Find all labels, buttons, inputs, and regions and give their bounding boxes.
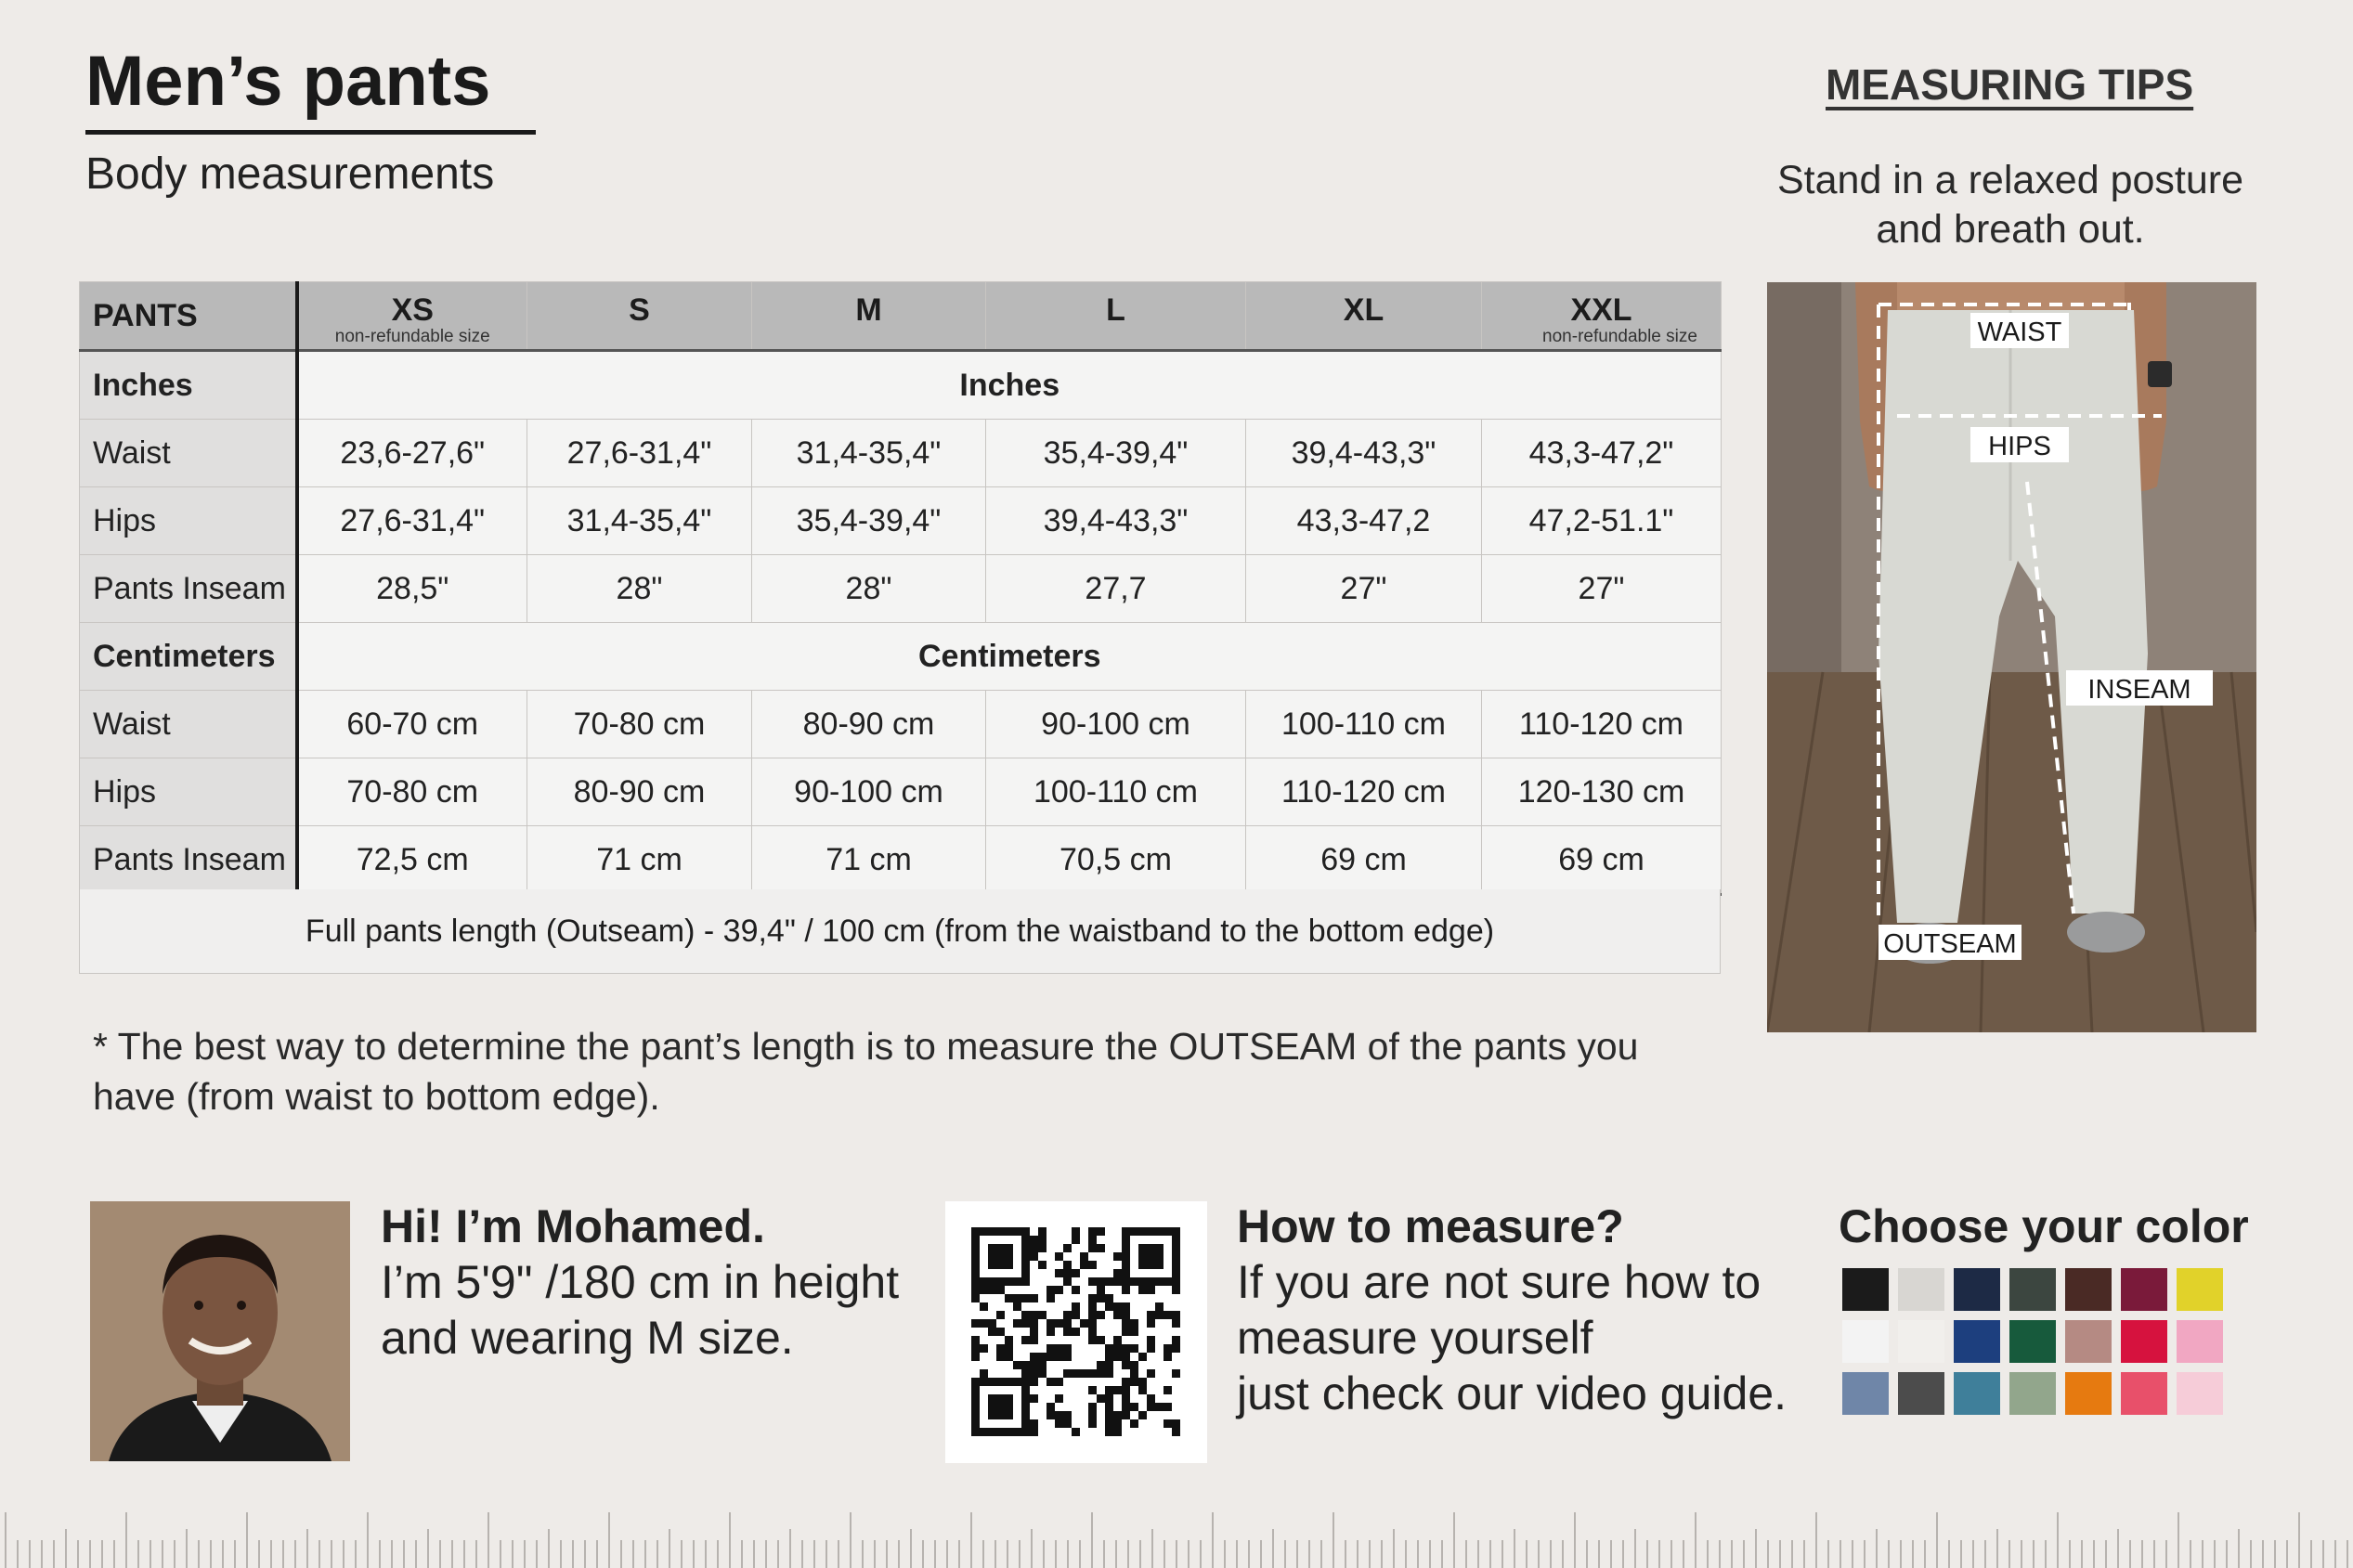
size-header-xs: XS non-refundable size (297, 282, 527, 351)
table-cell: 90-100 cm (752, 758, 986, 826)
table-cell: 35,4-39,4" (986, 420, 1246, 487)
table-row (80, 555, 1722, 623)
table-cell: 31,4-35,4" (527, 487, 752, 555)
how-to-measure-text: If you are not sure how to (1237, 1256, 1762, 1308)
outseam-label: OUTSEAM (1883, 929, 2017, 959)
size-header-row (80, 282, 1722, 351)
section-row-centimeters (80, 623, 1722, 691)
table-cell: 27" (1482, 555, 1722, 623)
size-header-m: M (752, 282, 986, 351)
table-cell: 100-110 cm (986, 758, 1246, 826)
table-cell: 70-80 cm (527, 691, 752, 758)
page-subtitle: Body measurements (85, 149, 495, 199)
table-cell: 71 cm (752, 826, 986, 895)
row-label: Pants Inseam (80, 555, 297, 623)
color-swatch[interactable] (1842, 1372, 1889, 1415)
row-label: Hips (80, 487, 297, 555)
ruler-decoration (0, 1497, 2353, 1568)
inseam-label: INSEAM (2087, 675, 2191, 705)
color-swatch[interactable] (2009, 1320, 2056, 1363)
color-swatch-grid (1842, 1268, 2232, 1415)
size-note-xs: non-refundable size (334, 327, 490, 346)
color-swatch[interactable] (2177, 1320, 2223, 1363)
size-chart-table (79, 281, 1722, 896)
table-cell: 70-80 cm (297, 758, 527, 826)
table-cell: 31,4-35,4" (752, 420, 986, 487)
model-height-text: I’m 5'9" /180 cm in height (381, 1256, 900, 1308)
table-cell: 69 cm (1482, 826, 1722, 895)
table-cell: 110-120 cm (1482, 691, 1722, 758)
table-cell: 27,6-31,4" (297, 487, 527, 555)
row-label: Waist (80, 691, 297, 758)
table-cell: 35,4-39,4" (752, 487, 986, 555)
color-swatch[interactable] (1898, 1320, 1944, 1363)
color-swatch[interactable] (2065, 1372, 2112, 1415)
color-swatch[interactable] (1954, 1320, 2000, 1363)
row-label: Centimeters (80, 623, 297, 691)
color-swatch[interactable] (2121, 1372, 2167, 1415)
row-label: Hips (80, 758, 297, 826)
table-cell: 69 cm (1246, 826, 1482, 895)
section-label: Inches (297, 351, 1722, 420)
color-swatch[interactable] (2009, 1268, 2056, 1311)
table-row (80, 420, 1722, 487)
table-cell: 90-100 cm (986, 691, 1246, 758)
row-label: Inches (80, 351, 297, 420)
table-cell: 120-130 cm (1482, 758, 1722, 826)
row-label: Waist (80, 420, 297, 487)
color-swatch[interactable] (1842, 1320, 1889, 1363)
wristwatch (2148, 361, 2172, 387)
size-header-xxl: XXL non-refundable size (1482, 282, 1722, 351)
color-swatch[interactable] (2065, 1268, 2112, 1311)
color-swatch[interactable] (1898, 1268, 1944, 1311)
table-cell: 39,4-43,3" (986, 487, 1246, 555)
color-swatch[interactable] (1898, 1372, 1944, 1415)
table-cell: 100-110 cm (1246, 691, 1482, 758)
title-underline (85, 130, 536, 135)
model-size-text: and wearing M size. (381, 1312, 794, 1364)
eye (237, 1301, 246, 1310)
section-row-inches (80, 351, 1722, 420)
right-shoe (2067, 912, 2145, 952)
how-to-measure-text: just check our video guide. (1237, 1367, 1788, 1419)
table-cell: 39,4-43,3" (1246, 420, 1482, 487)
size-note-xxl: non-refundable size (1542, 327, 1697, 346)
size-header-l: L (986, 282, 1246, 351)
table-cell: 47,2-51.1" (1482, 487, 1722, 555)
table-cell: 27,6-31,4" (527, 420, 752, 487)
page-title: Men’s pants (85, 42, 491, 121)
color-swatch[interactable] (1954, 1268, 2000, 1311)
table-cell: 80-90 cm (527, 758, 752, 826)
row-label: Pants Inseam (80, 826, 297, 895)
how-to-measure-text: measure yourself (1237, 1312, 1593, 1364)
table-row (80, 691, 1722, 758)
table-cell: 110-120 cm (1246, 758, 1482, 826)
color-swatch[interactable] (2009, 1372, 2056, 1415)
table-cell: 80-90 cm (752, 691, 986, 758)
table-cell: 71 cm (527, 826, 752, 895)
color-swatch[interactable] (1954, 1372, 2000, 1415)
model-greeting: Hi! I’m Mohamed. (381, 1200, 765, 1252)
full-length-note: Full pants length (Outseam) - 39,4" / 100 cm (from the waistband to the bottom edge) (79, 889, 1721, 974)
table-cell: 72,5 cm (297, 826, 527, 895)
how-to-measure-title: How to measure? (1237, 1200, 1624, 1252)
measuring-tips-title: MEASURING TIPS (1826, 60, 2194, 109)
table-cell: 60-70 cm (297, 691, 527, 758)
eye (194, 1301, 203, 1310)
table-cell: 28" (527, 555, 752, 623)
measuring-tips-text: Stand in a relaxed posture and breath out. (1777, 158, 2243, 252)
wooden-floor (1767, 672, 2256, 1032)
table-cell: 28" (752, 555, 986, 623)
size-header-s: S (527, 282, 752, 351)
table-row (80, 758, 1722, 826)
section-label: Centimeters (297, 623, 1722, 691)
color-swatch[interactable] (2065, 1320, 2112, 1363)
color-swatch[interactable] (1842, 1268, 1889, 1311)
table-cell: 27" (1246, 555, 1482, 623)
color-swatch[interactable] (2177, 1268, 2223, 1311)
table-cell: 27,7 (986, 555, 1246, 623)
table-cell: 70,5 cm (986, 826, 1246, 895)
waist-label: WAIST (1977, 317, 2062, 347)
qr-code[interactable] (945, 1201, 1207, 1463)
outseam-note: * The best way to determine the pant’s length is to measure the OUTSEAM of the pants you have (from waist to bottom edge). (93, 1025, 1639, 1118)
table-cell: 43,3-47,2" (1482, 420, 1722, 487)
size-header-xl: XL (1246, 282, 1482, 351)
table-row (80, 826, 1722, 895)
choose-color-title: Choose your color (1839, 1200, 2249, 1252)
color-swatch[interactable] (2121, 1320, 2167, 1363)
table-cell: 23,6-27,6" (297, 420, 527, 487)
wall-shadow (1767, 282, 1841, 672)
qr-code-icon (945, 1201, 1207, 1463)
pants-measurement-photo (1767, 282, 2256, 1032)
color-swatch[interactable] (2121, 1268, 2167, 1311)
model-avatar (90, 1201, 350, 1461)
table-cell: 43,3-47,2 (1246, 487, 1482, 555)
table-cell: 28,5" (297, 555, 527, 623)
table-corner-label: PANTS (80, 282, 297, 351)
table-row (80, 487, 1722, 555)
color-swatch[interactable] (2177, 1372, 2223, 1415)
hips-label: HIPS (1988, 432, 2051, 461)
